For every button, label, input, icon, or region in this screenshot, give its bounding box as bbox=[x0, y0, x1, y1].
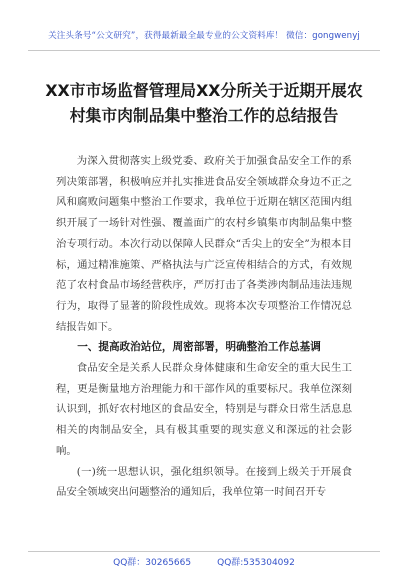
title-line-1: XX市市场监督管理局XX分所关于近期开展农 bbox=[45, 81, 363, 100]
title-line-2: 村集市肉制品集中整治工作的总结报告 bbox=[69, 106, 339, 125]
footer-bar bbox=[28, 551, 380, 568]
section-heading-1: 一、提高政治站位，周密部署，明确整治工作总基调 bbox=[77, 341, 321, 354]
header-banner-text: 关注头条号“公文研究”，获得最新最全最专业的公文资料库！ 微信：gongwenyj bbox=[48, 31, 360, 41]
document-body bbox=[56, 151, 352, 503]
section-1-paragraph: 食品安全是关系人民群众身体健康和生命安全的重大民生工程，更是衡量地方治理能力和干部作风的重要标尺。我单位深刻认识到，抓好农村地区的食品安全，特别是与群众日常生活息息相关的肉制品安全，具有极其重要的现实意义和深远的社会影响。 bbox=[56, 362, 352, 457]
document-title bbox=[34, 78, 374, 128]
intro-paragraph: 为深入贯彻落实上级党委、政府关于加强食品安全工作的系列决策部署，积极响应并扎实推进食品安全领域群众身边不正之风和腐败问题集中整治工作要求，我单位于近期在辖区范围内组织开展了一场针对性强、覆盖面广的农村乡镇集市肉制品集中整治专项行动。本次行动以保障人民群众“舌尖上的安全”为根本目标，通过精准施策、严格执法与广泛宣传相结合的方式，有效规范了农村食品市场经营秩序，严厉打击了各类涉肉制品违法违规行为，取得了显著的阶段性成效。现将本次专项整治工作情况总结报告如下。 bbox=[56, 155, 352, 333]
subsection-1-paragraph: (一)统一思想认识，强化组织领导。在接到上级关于开展食品安全领域突出问题整治的通知后，我单位第一时间召开专 bbox=[56, 465, 352, 499]
footer-qq-group-1: QQ群：30265665 bbox=[113, 558, 192, 568]
header-banner bbox=[28, 20, 380, 51]
footer-qq-group-2: QQ群:535304092 bbox=[217, 558, 295, 568]
